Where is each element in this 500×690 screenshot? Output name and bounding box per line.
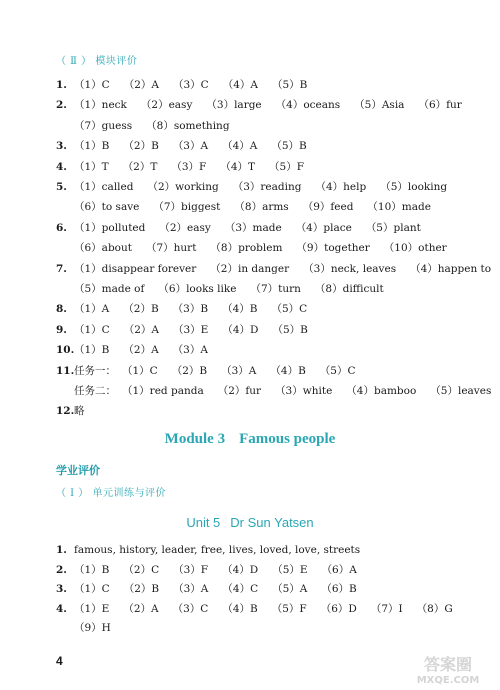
answer-item: （2）B — [123, 583, 160, 596]
answer-item: （7）hurt — [145, 242, 197, 255]
answer-item: （7）turn — [250, 283, 301, 295]
answer-item: （7）biggest — [153, 201, 221, 214]
answer-item: （4）B — [222, 303, 258, 316]
answer-item: （2）A — [123, 79, 159, 91]
answer-item: （1）B — [74, 344, 110, 357]
question-number: 3. — [56, 583, 67, 596]
answer-item: famous, history, leader, free, lives, loved, love, streets — [74, 544, 361, 556]
answer-item: （8）something — [146, 119, 230, 132]
answer-item: （1）B — [74, 563, 110, 576]
question-number: 1. — [56, 544, 67, 556]
question-number: 2. — [56, 563, 67, 576]
answer-item: （5）C — [271, 303, 308, 316]
question-number: 4. — [56, 160, 67, 173]
svg-text:答案圈: 答案圈 — [423, 655, 473, 674]
answer-line — [56, 321, 322, 339]
svg-text:MXQE.COM: MXQE.COM — [416, 675, 480, 686]
answer-item: （2）B — [123, 303, 159, 316]
section-ii-heading: （ Ⅱ ） 模块评价 — [56, 56, 138, 67]
answer-item: （5）plant — [365, 221, 421, 234]
answer-line — [56, 362, 370, 380]
answer-item: （5）F — [269, 160, 304, 173]
answer-item: （3）C — [172, 602, 209, 615]
answer-item: （2）working — [147, 181, 219, 193]
answer-item: （3）A — [172, 344, 208, 357]
answer-item: （4）B — [222, 602, 258, 615]
answer-item: （4）D — [222, 563, 259, 576]
answer-item: （1）E — [74, 602, 110, 615]
unit-title — [0, 515, 500, 530]
page-number: 4 — [56, 654, 63, 668]
answer-line — [56, 178, 461, 196]
answer-item: （4）A — [222, 140, 258, 153]
answer-line — [56, 76, 321, 94]
answer-item: （2）B — [123, 140, 159, 153]
answer-item: （8）arms — [234, 201, 289, 214]
answer-item: （2）A — [123, 602, 159, 615]
answer-item: （2）A — [123, 323, 159, 336]
answer-item: （1）C — [122, 364, 158, 377]
answer-item: （1）C — [74, 323, 110, 336]
answer-item: （1）neck — [74, 99, 127, 112]
answer-item: （1）disappear forever — [74, 262, 197, 275]
answer-item: （2）T — [122, 160, 158, 173]
question-number: 4. — [56, 602, 67, 615]
answer-item: （1）polluted — [74, 221, 146, 234]
question-number: 5. — [56, 181, 67, 193]
question-number: 2. — [56, 99, 67, 112]
answer-item: （4）oceans — [275, 99, 341, 112]
answer-item: （1）C — [74, 79, 110, 91]
section-i-heading: （ Ⅰ ） 单元训练与评价 — [56, 488, 166, 499]
answer-item: （6）to save — [74, 201, 140, 214]
answer-item: （5）Asia — [354, 99, 405, 112]
answer-item: （5）leaves — [430, 385, 492, 397]
question-number: 12. — [56, 405, 75, 418]
answer-item: （4）T — [220, 160, 256, 173]
answer-line — [56, 619, 125, 637]
answer-item: （4）place — [295, 221, 352, 234]
answer-item: （4）C — [222, 583, 259, 596]
answer-item: （1）T — [74, 160, 109, 173]
answer-item: （5）made of — [74, 283, 145, 295]
answer-item: （3）F — [173, 563, 209, 576]
question-number: 6. — [56, 221, 67, 234]
answer-item: （6）D — [320, 602, 357, 615]
answer-line — [56, 541, 374, 559]
answer-item: （3）B — [172, 303, 209, 316]
answer-item: （2）A — [123, 344, 159, 357]
question-number: 7. — [56, 262, 67, 275]
answer-line — [56, 402, 99, 420]
answer-item: （2）B — [171, 364, 208, 377]
answer-item: （5）C — [319, 364, 356, 377]
answer-item: （8）G — [416, 602, 453, 615]
answer-line — [56, 561, 371, 579]
answer-item: （3）white — [275, 385, 333, 397]
answer-item: （9）H — [74, 622, 111, 635]
answer-item: （5）B — [272, 323, 308, 336]
question-number: 3. — [56, 140, 67, 153]
answer-item: （6）fur — [418, 99, 462, 112]
answer-item: （5）looking — [380, 181, 448, 193]
answer-item: （4）A — [222, 79, 258, 91]
question-number: 9. — [56, 323, 67, 336]
answer-item: （3）A — [173, 583, 209, 596]
answer-line — [56, 260, 500, 278]
answer-item: （6）looks like — [158, 283, 237, 295]
answer-item: （3）neck, leaves — [303, 262, 397, 275]
answer-item: （3）C — [172, 79, 209, 91]
question-number: 1. — [56, 79, 67, 91]
answer-item: （1）B — [74, 140, 110, 153]
answer-item: （1）A — [74, 303, 110, 316]
answer-item: （3）A — [172, 140, 209, 153]
answer-item: （8）problem — [210, 242, 283, 255]
answer-line — [56, 198, 445, 216]
answer-line — [56, 600, 467, 618]
module-name: Famous people — [239, 431, 336, 447]
answer-item: （4）help — [315, 181, 367, 193]
answer-item: （4）B — [270, 364, 306, 377]
answer-item: （2）easy — [159, 221, 211, 234]
answer-item: （5）B — [271, 79, 308, 91]
answer-item: （5）F — [271, 602, 307, 615]
question-number: 8. — [56, 303, 67, 316]
answer-line — [56, 96, 476, 114]
answer-line — [56, 300, 321, 318]
answer-item: （7）guess — [74, 119, 133, 132]
question-number: 11. — [56, 364, 75, 377]
answer-item: （10）other — [383, 242, 447, 255]
answer-item: （2）easy — [140, 99, 193, 112]
answer-line — [56, 341, 222, 359]
answer-item: （9）together — [296, 242, 370, 255]
answer-item: （4）bamboo — [346, 385, 417, 397]
answer-item: （5）E — [272, 563, 308, 576]
answer-item: （3）A — [221, 364, 257, 377]
answer-item: （4）D — [222, 323, 259, 336]
answer-item: （3）large — [206, 99, 262, 112]
answer-item: （3）E — [172, 323, 209, 336]
answer-item: （6）about — [74, 242, 132, 255]
answer-line — [56, 219, 435, 237]
answer-item: （1）red panda — [122, 385, 204, 397]
answer-item: （1）called — [74, 181, 134, 193]
answer-line — [56, 239, 461, 257]
answer-line — [56, 158, 318, 176]
answer-line — [56, 280, 398, 298]
answer-line — [56, 580, 371, 598]
question-number: 10. — [56, 344, 75, 357]
answer-item: （1）C — [74, 583, 110, 596]
answer-item: （7）I — [370, 602, 403, 615]
task-label: 任务一： — [74, 364, 116, 377]
answer-item: （3）made — [224, 221, 282, 234]
unit-name: Dr Sun Yatsen — [230, 515, 314, 530]
watermark-logo-icon — [402, 652, 494, 686]
task-label: 任务二： — [74, 385, 116, 397]
answer-item: （2）fur — [217, 385, 262, 397]
answer-item: （6）A — [321, 563, 357, 576]
answer-item: （4）happen to — [410, 262, 492, 275]
answer-item: （3）reading — [232, 181, 302, 193]
module-label: Module 3 — [164, 431, 226, 447]
answer-item: （9）feed — [302, 201, 354, 214]
xueye-heading: 学业评价 — [56, 464, 100, 477]
module-title — [0, 431, 500, 448]
answer-item: （2）in danger — [210, 262, 290, 275]
answer-item: （5）B — [271, 140, 307, 153]
answer-line — [56, 137, 321, 155]
answer-line — [56, 382, 500, 400]
answer-item: 略 — [74, 405, 85, 418]
answer-item: （2）C — [123, 563, 160, 576]
answer-item: （10）made — [367, 201, 431, 214]
answer-item: （5）A — [272, 583, 308, 596]
answer-item: （3）F — [171, 160, 207, 173]
answer-line — [56, 117, 244, 135]
unit-label: Unit 5 — [186, 515, 221, 530]
answer-item: （6）B — [321, 583, 357, 596]
answer-item: （8）difficult — [314, 283, 384, 295]
